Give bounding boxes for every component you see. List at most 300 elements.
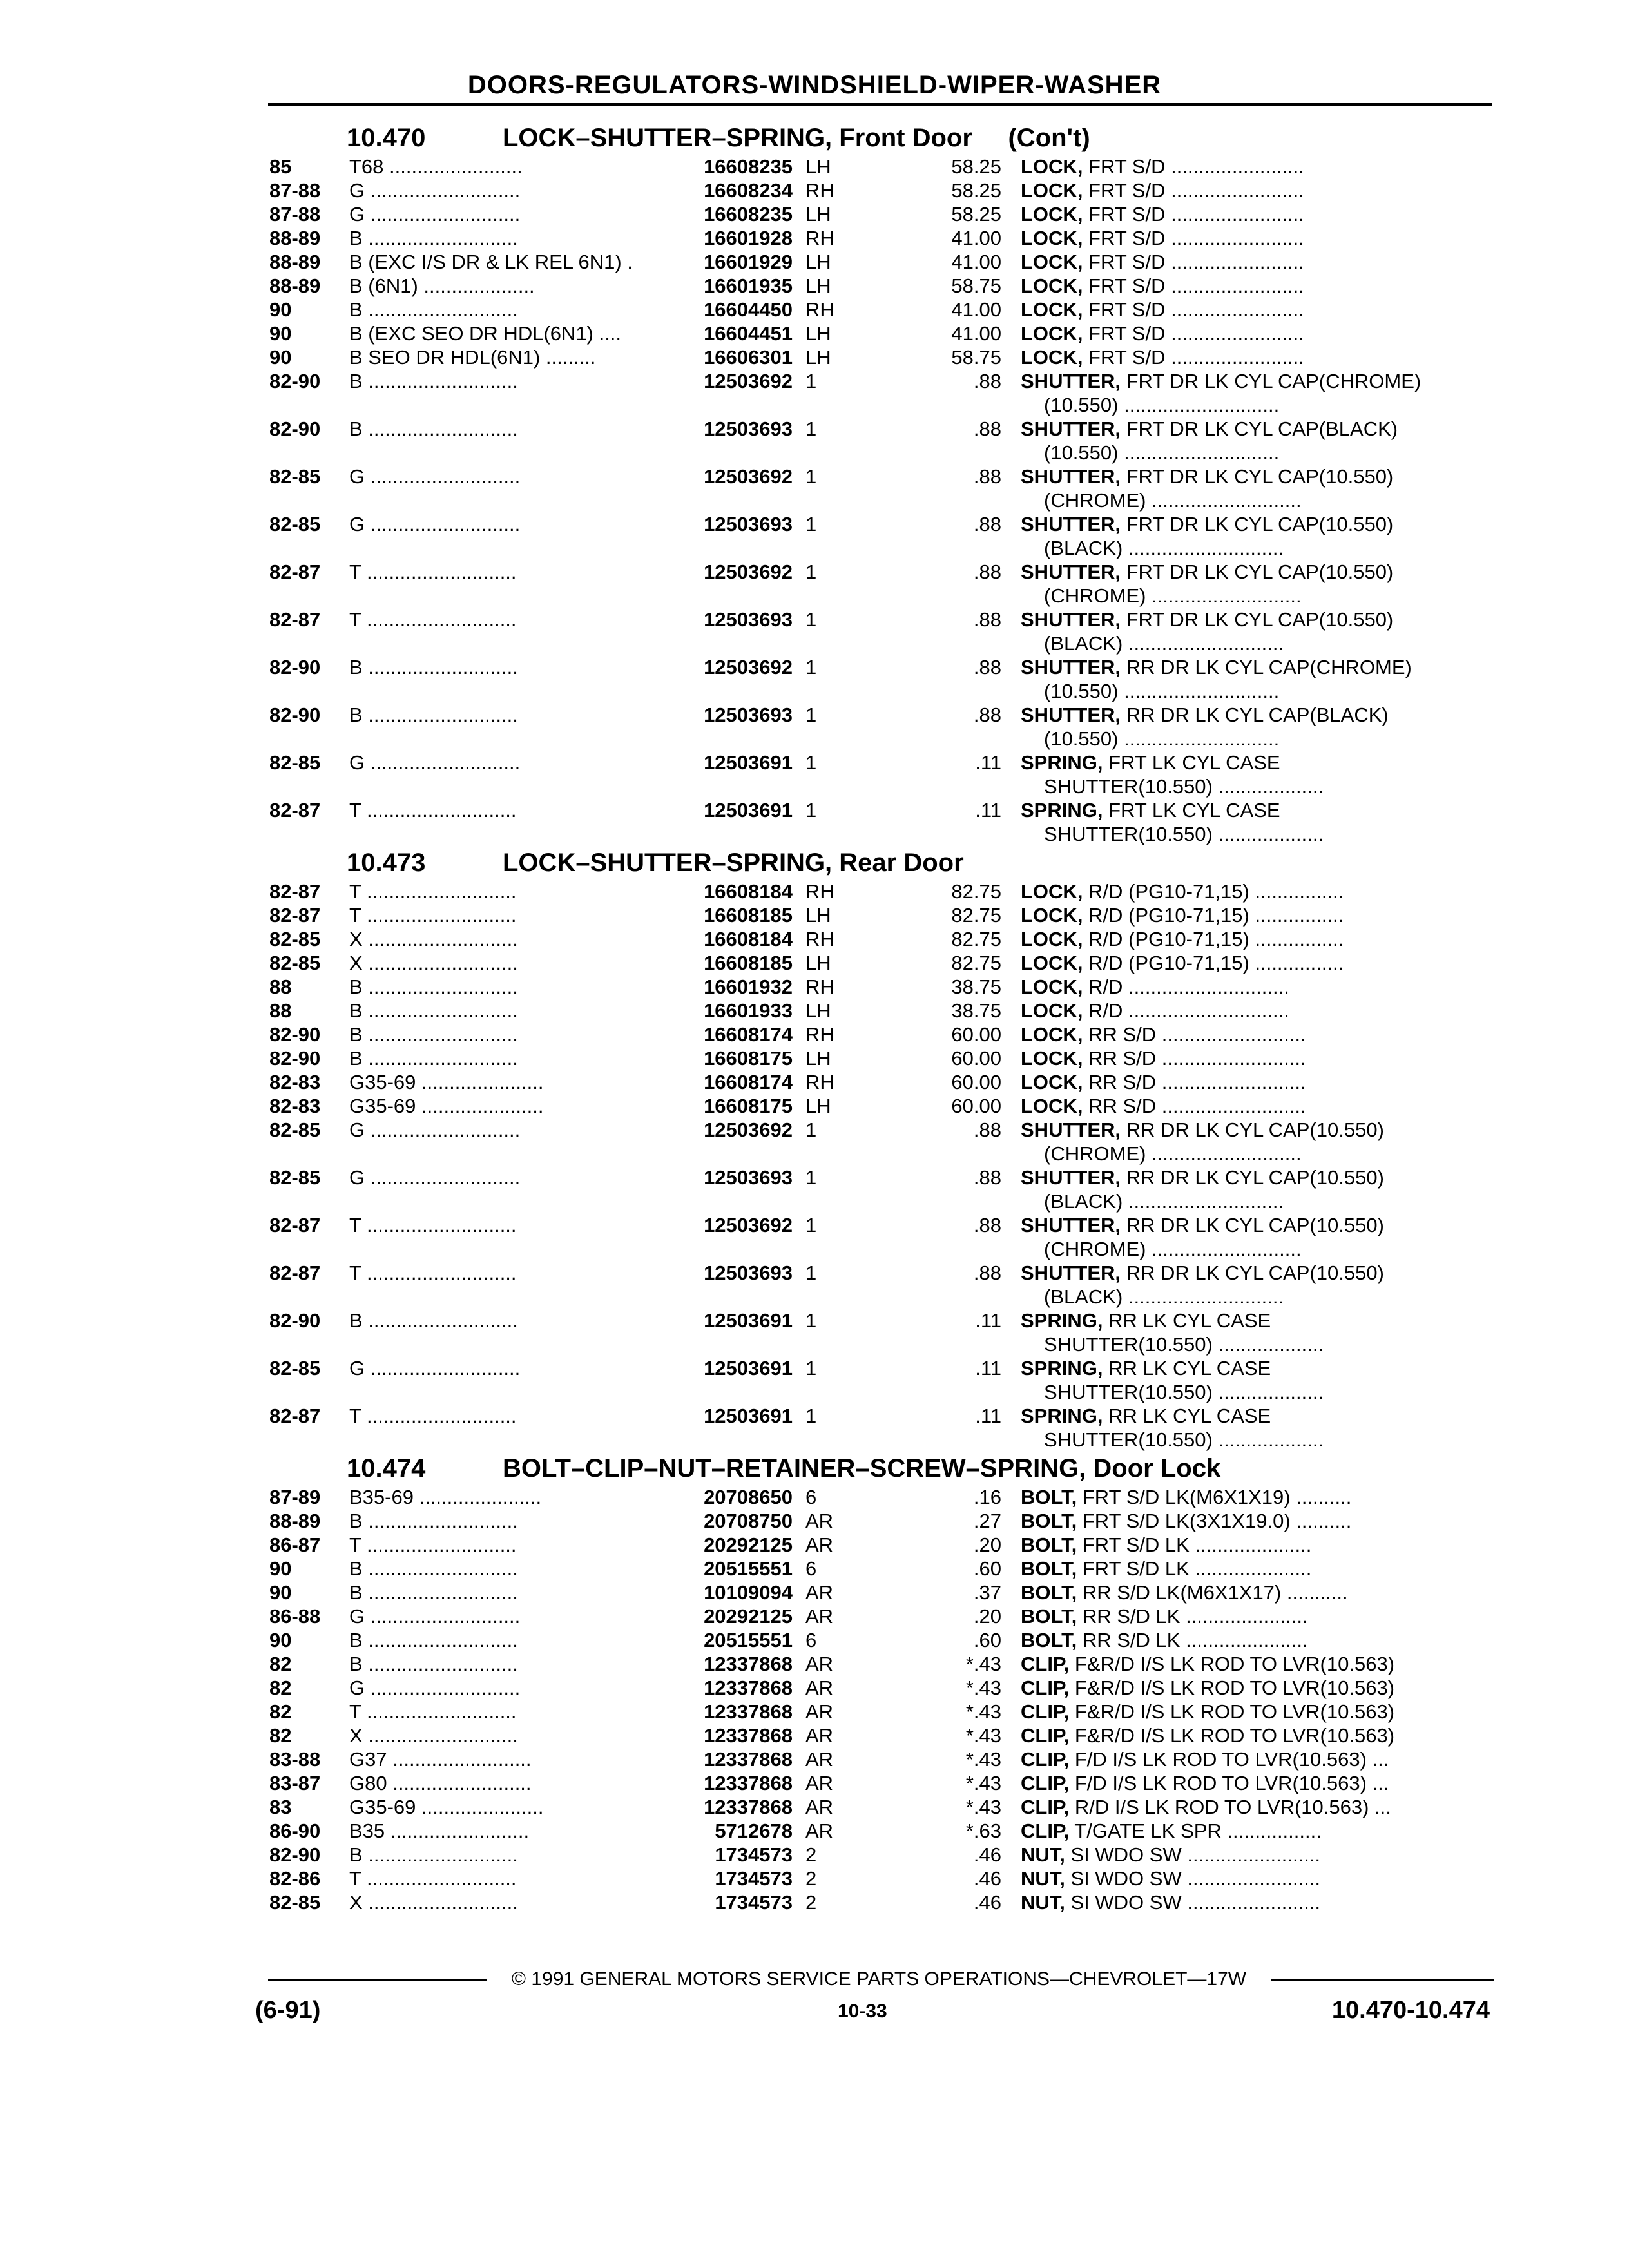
quantity: AR (805, 1605, 834, 1628)
table-row (269, 1581, 1494, 1604)
description-continued: SHUTTER(10.550) ................... (1044, 775, 1324, 798)
description: SHUTTER, FRT DR LK CYL CAP(CHROME) (1021, 370, 1422, 392)
table-row (269, 1604, 1494, 1628)
description: LOCK, R/D ............................. (1021, 999, 1289, 1022)
model-code: B ........................... (349, 656, 518, 678)
quantity: 6 (805, 1557, 817, 1580)
model-code: G ........................... (349, 203, 521, 226)
model-code: B ........................... (349, 975, 518, 998)
model-year: 90 (269, 1557, 292, 1580)
table-row (269, 1557, 1494, 1581)
quantity: LH (805, 251, 831, 273)
description-keyword: LOCK, (1021, 227, 1083, 249)
price: .88 (973, 418, 1001, 440)
model-code: B (6N1) .................... (349, 274, 535, 297)
table-row (269, 1213, 1494, 1261)
price: *.43 (965, 1677, 1001, 1699)
quantity: 1 (805, 1309, 817, 1332)
model-year: 82 (269, 1700, 292, 1723)
part-number: 12503693 (704, 418, 793, 440)
model-year: 82-87 (269, 799, 321, 822)
description-keyword: SHUTTER, (1021, 1166, 1121, 1189)
price: .46 (973, 1891, 1001, 1914)
description: BOLT, FRT S/D LK ..................... (1021, 1557, 1312, 1580)
section-header (269, 846, 1494, 879)
table-row (269, 298, 1494, 322)
model-code: T ........................... (349, 1700, 517, 1723)
price: .11 (975, 751, 1001, 774)
table-row (269, 1747, 1494, 1771)
price: 41.00 (951, 227, 1001, 249)
description-keyword: LOCK, (1021, 179, 1083, 202)
quantity: LH (805, 952, 831, 974)
price: 82.75 (951, 880, 1001, 903)
table-row (269, 1843, 1494, 1867)
table-row (269, 927, 1494, 951)
description-continued: (CHROME) ........................... (1044, 1142, 1302, 1165)
part-number: 12503693 (704, 1166, 793, 1189)
quantity: AR (805, 1533, 834, 1556)
description-continued: (CHROME) ........................... (1044, 584, 1302, 607)
table-row (269, 1509, 1494, 1533)
description: LOCK, FRT S/D ........................ (1021, 322, 1304, 345)
part-number: 16608174 (704, 1023, 793, 1046)
table-row (269, 512, 1494, 560)
description-continued: (10.550) ............................ (1044, 727, 1280, 750)
price: 60.00 (951, 1071, 1001, 1093)
part-number: 12503693 (704, 1262, 793, 1284)
section-title (503, 1452, 1220, 1485)
model-code: B ........................... (349, 418, 518, 440)
part-number: 12337868 (704, 1653, 793, 1675)
description-keyword: CLIP, (1021, 1653, 1070, 1675)
model-code: G37 ......................... (349, 1748, 532, 1771)
quantity: RH (805, 975, 834, 998)
quantity: 1 (805, 465, 817, 488)
description: NUT, SI WDO SW ........................ (1021, 1867, 1321, 1890)
model-year: 82-83 (269, 1095, 321, 1117)
model-year: 87-89 (269, 1486, 321, 1508)
description: LOCK, FRT S/D ........................ (1021, 251, 1304, 273)
part-number: 16604451 (704, 322, 793, 345)
description-keyword: SHUTTER, (1021, 1214, 1121, 1236)
model-code: G35-69 ...................... (349, 1095, 544, 1117)
price: .88 (973, 1166, 1001, 1189)
section-title-main: LOCK–SHUTTER–SPRING, (503, 849, 833, 877)
model-year: 82-90 (269, 418, 321, 440)
price: *.43 (965, 1748, 1001, 1771)
quantity: AR (805, 1724, 834, 1747)
table-row (269, 178, 1494, 202)
price: 82.75 (951, 952, 1001, 974)
description: CLIP, T/GATE LK SPR ................. (1021, 1820, 1322, 1842)
model-code: G35-69 ...................... (349, 1796, 544, 1818)
table-row (269, 1652, 1494, 1676)
description: NUT, SI WDO SW ........................ (1021, 1891, 1321, 1914)
quantity: AR (805, 1796, 834, 1818)
model-code: T68 ........................ (349, 155, 523, 178)
part-number: 12503691 (704, 1357, 793, 1379)
description-keyword: SHUTTER, (1021, 656, 1121, 678)
description: SHUTTER, RR DR LK CYL CAP(10.550) (1021, 1166, 1384, 1189)
description-keyword: LOCK, (1021, 928, 1083, 950)
model-year: 83 (269, 1796, 292, 1818)
description: LOCK, FRT S/D ........................ (1021, 227, 1304, 249)
model-year: 82-90 (269, 370, 321, 392)
table-row (269, 1676, 1494, 1700)
part-number: 12503691 (704, 751, 793, 774)
description: LOCK, RR S/D .......................... (1021, 1047, 1306, 1070)
model-code: B ........................... (349, 370, 518, 392)
price: 38.75 (951, 999, 1001, 1022)
quantity: RH (805, 928, 834, 950)
model-code: X ........................... (349, 1724, 518, 1747)
model-year: 82-90 (269, 656, 321, 678)
quantity: 2 (805, 1843, 817, 1866)
model-code: B ........................... (349, 1581, 518, 1604)
quantity: RH (805, 880, 834, 903)
model-year: 82-85 (269, 928, 321, 950)
page-title: DOORS-REGULATORS-WINDSHIELD-WIPER-WASHER (467, 71, 1162, 99)
model-year: 82-83 (269, 1071, 321, 1093)
model-code: B ........................... (349, 704, 518, 726)
description-continued: SHUTTER(10.550) ................... (1044, 1428, 1324, 1451)
description: SPRING, RR LK CYL CASE (1021, 1357, 1271, 1379)
model-code: B (EXC I/S DR & LK REL 6N1) . (349, 251, 633, 273)
model-code: G ........................... (349, 179, 521, 202)
section-number: 10.474 (347, 1454, 426, 1483)
description-keyword: LOCK, (1021, 975, 1083, 998)
table-row (269, 608, 1494, 655)
price: .88 (973, 1262, 1001, 1284)
quantity: 1 (805, 704, 817, 726)
part-number: 16604450 (704, 298, 793, 321)
price: 82.75 (951, 928, 1001, 950)
table-row (269, 1046, 1494, 1070)
description-keyword: LOCK, (1021, 298, 1083, 321)
price: .11 (975, 1309, 1001, 1332)
description-keyword: CLIP, (1021, 1700, 1070, 1723)
table-row (269, 1023, 1494, 1046)
description-keyword: NUT, (1021, 1867, 1065, 1890)
description: SHUTTER, FRT DR LK CYL CAP(10.550) (1021, 513, 1394, 535)
header-rule (268, 103, 1492, 106)
model-code: T ........................... (349, 1533, 517, 1556)
model-code: B ........................... (349, 1023, 518, 1046)
model-year: 82-85 (269, 1891, 321, 1914)
table-row (269, 345, 1494, 369)
description: LOCK, RR S/D .......................... (1021, 1095, 1306, 1117)
description-continued: (CHROME) ........................... (1044, 489, 1302, 512)
model-code: G80 ......................... (349, 1772, 532, 1794)
part-number: 12503692 (704, 465, 793, 488)
model-year: 82-85 (269, 513, 321, 535)
description: LOCK, FRT S/D ........................ (1021, 298, 1304, 321)
price: .88 (973, 465, 1001, 488)
part-number: 20708750 (704, 1510, 793, 1532)
part-number: 16608184 (704, 928, 793, 950)
table-row (269, 1700, 1494, 1724)
description-continued: (10.550) ............................ (1044, 394, 1280, 416)
quantity: 6 (805, 1629, 817, 1651)
description-keyword: LOCK, (1021, 1071, 1083, 1093)
price: .46 (973, 1843, 1001, 1866)
quantity: RH (805, 1023, 834, 1046)
model-code: G ........................... (349, 1357, 521, 1379)
part-number: 12503692 (704, 1214, 793, 1236)
description: LOCK, R/D ............................. (1021, 975, 1289, 998)
description-keyword: SPRING, (1021, 799, 1103, 822)
copyright-notice: © 1991 GENERAL MOTORS SERVICE PARTS OPERATIONS—CHEVROLET—17W (511, 1968, 1247, 1990)
footer-rule-left (268, 1979, 487, 1981)
model-code: B35 ......................... (349, 1820, 530, 1842)
quantity: RH (805, 1071, 834, 1093)
quantity: 1 (805, 1405, 817, 1427)
section-number: 10.470 (347, 124, 426, 152)
quantity: 1 (805, 751, 817, 774)
description: LOCK, RR S/D .......................... (1021, 1071, 1306, 1093)
model-year: 82-87 (269, 880, 321, 903)
description-keyword: LOCK, (1021, 155, 1083, 178)
quantity: LH (805, 999, 831, 1022)
section-number: 10.473 (347, 849, 426, 877)
part-number: 20708650 (704, 1486, 793, 1508)
description-keyword: SHUTTER, (1021, 370, 1121, 392)
quantity: 1 (805, 656, 817, 678)
price: 82.75 (951, 904, 1001, 927)
description: LOCK, R/D (PG10-71,15) ................ (1021, 928, 1344, 950)
description: SHUTTER, RR DR LK CYL CAP(BLACK) (1021, 704, 1389, 726)
price: 38.75 (951, 975, 1001, 998)
description-keyword: NUT, (1021, 1891, 1065, 1914)
table-row (269, 1094, 1494, 1118)
model-code: B ........................... (349, 298, 518, 321)
price: .88 (973, 1119, 1001, 1141)
model-year: 83-88 (269, 1748, 321, 1771)
model-year: 82 (269, 1677, 292, 1699)
model-year: 82-87 (269, 561, 321, 583)
quantity: 1 (805, 799, 817, 822)
model-year: 88-89 (269, 274, 321, 297)
part-number: 16601929 (704, 251, 793, 273)
quantity: AR (805, 1772, 834, 1794)
part-number: 16608174 (704, 1071, 793, 1093)
quantity: LH (805, 904, 831, 927)
price: .16 (973, 1486, 1001, 1508)
price: .60 (973, 1557, 1001, 1580)
table-row (269, 1309, 1494, 1356)
table-row (269, 1628, 1494, 1652)
description-keyword: SHUTTER, (1021, 513, 1121, 535)
model-code: B ........................... (349, 1309, 518, 1332)
quantity: AR (805, 1677, 834, 1699)
model-code: G ........................... (349, 1166, 521, 1189)
model-year: 82-87 (269, 1262, 321, 1284)
description: LOCK, R/D (PG10-71,15) ................ (1021, 952, 1344, 974)
quantity: 1 (805, 608, 817, 631)
table-row (269, 465, 1494, 512)
model-code: G ........................... (349, 513, 521, 535)
part-number: 12503691 (704, 1309, 793, 1332)
description-keyword: LOCK, (1021, 880, 1083, 903)
price: 60.00 (951, 1047, 1001, 1070)
part-number: 1734573 (715, 1867, 793, 1890)
model-code: T ........................... (349, 1405, 517, 1427)
model-year: 90 (269, 1629, 292, 1651)
model-year: 90 (269, 298, 292, 321)
quantity: AR (805, 1820, 834, 1842)
model-year: 82-85 (269, 1166, 321, 1189)
description-keyword: SHUTTER, (1021, 418, 1121, 440)
description-keyword: SPRING, (1021, 1309, 1103, 1332)
description-continued: (BLACK) ............................ (1044, 1285, 1284, 1308)
model-year: 82 (269, 1653, 292, 1675)
quantity: LH (805, 155, 831, 178)
model-code: B ........................... (349, 227, 518, 249)
footer-date-code: (6-91) (255, 1997, 321, 2024)
description: SHUTTER, RR DR LK CYL CAP(10.550) (1021, 1262, 1384, 1284)
quantity: 1 (805, 561, 817, 583)
price: .88 (973, 704, 1001, 726)
description-keyword: SHUTTER, (1021, 1119, 1121, 1141)
model-code: G ........................... (349, 1605, 521, 1628)
description-keyword: BOLT, (1021, 1533, 1077, 1556)
description: SHUTTER, RR DR LK CYL CAP(CHROME) (1021, 656, 1412, 678)
price: .11 (975, 799, 1001, 822)
section-title-main: LOCK–SHUTTER–SPRING, (503, 124, 833, 152)
part-number: 12503693 (704, 608, 793, 631)
description: CLIP, F&R/D I/S LK ROD TO LVR(10.563) (1021, 1700, 1395, 1723)
price: .11 (975, 1405, 1001, 1427)
table-row (269, 202, 1494, 226)
description-keyword: BOLT, (1021, 1486, 1077, 1508)
description-keyword: SHUTTER, (1021, 608, 1121, 631)
price: .11 (975, 1357, 1001, 1379)
part-number: 16608235 (704, 203, 793, 226)
price: 58.25 (951, 155, 1001, 178)
quantity: AR (805, 1748, 834, 1771)
model-code: X ........................... (349, 928, 518, 950)
part-number: 20515551 (704, 1557, 793, 1580)
model-year: 82-90 (269, 704, 321, 726)
description: BOLT, RR S/D LK(M6X1X17) ........... (1021, 1581, 1348, 1604)
description-continued: (10.550) ............................ (1044, 441, 1280, 464)
table-row (269, 879, 1494, 903)
model-year: 88-89 (269, 227, 321, 249)
quantity: 1 (805, 1214, 817, 1236)
description-keyword: SHUTTER, (1021, 465, 1121, 488)
model-year: 82-90 (269, 1309, 321, 1332)
model-year: 86-90 (269, 1820, 321, 1842)
section-title-main: BOLT–CLIP–NUT–RETAINER–SCREW–SPRING, (503, 1454, 1086, 1483)
price: .88 (973, 1214, 1001, 1236)
quantity: LH (805, 346, 831, 369)
table-row (269, 369, 1494, 417)
table-row (269, 1771, 1494, 1795)
part-number: 12337868 (704, 1796, 793, 1818)
description: SHUTTER, RR DR LK CYL CAP(10.550) (1021, 1119, 1384, 1141)
description: CLIP, F&R/D I/S LK ROD TO LVR(10.563) (1021, 1677, 1395, 1699)
model-code: T ........................... (349, 799, 517, 822)
part-number: 12503692 (704, 370, 793, 392)
description-continued: (CHROME) ........................... (1044, 1238, 1302, 1260)
price: *.63 (965, 1820, 1001, 1842)
model-year: 88 (269, 975, 292, 998)
price: .20 (973, 1533, 1001, 1556)
model-code: T ........................... (349, 880, 517, 903)
model-code: G ........................... (349, 1119, 521, 1141)
description: CLIP, R/D I/S LK ROD TO LVR(10.563) ... (1021, 1796, 1391, 1818)
description-keyword: LOCK, (1021, 251, 1083, 273)
table-row (269, 1070, 1494, 1094)
part-number: 16608185 (704, 952, 793, 974)
model-code: B ........................... (349, 1629, 518, 1651)
quantity: AR (805, 1510, 834, 1532)
description-keyword: SPRING, (1021, 1405, 1103, 1427)
description: LOCK, FRT S/D ........................ (1021, 346, 1304, 369)
price: .60 (973, 1629, 1001, 1651)
description-continued: (BLACK) ............................ (1044, 537, 1284, 559)
model-code: X ........................... (349, 952, 518, 974)
model-year: 82-90 (269, 1047, 321, 1070)
model-code: T ........................... (349, 1262, 517, 1284)
description: CLIP, F&R/D I/S LK ROD TO LVR(10.563) (1021, 1724, 1395, 1747)
price: .88 (973, 561, 1001, 583)
price: *.43 (965, 1700, 1001, 1723)
description: LOCK, FRT S/D ........................ (1021, 179, 1304, 202)
description: SPRING, FRT LK CYL CASE (1021, 751, 1280, 774)
table-row (269, 322, 1494, 345)
model-code: T ........................... (349, 904, 517, 927)
model-code: G ........................... (349, 751, 521, 774)
model-year: 82-86 (269, 1867, 321, 1890)
price: .46 (973, 1867, 1001, 1890)
description-keyword: LOCK, (1021, 322, 1083, 345)
part-number: 12503693 (704, 513, 793, 535)
part-number: 16601928 (704, 227, 793, 249)
table-row (269, 155, 1494, 178)
table-row (269, 274, 1494, 298)
part-number: 16608175 (704, 1095, 793, 1117)
description: LOCK, FRT S/D ........................ (1021, 274, 1304, 297)
description: LOCK, R/D (PG10-71,15) ................ (1021, 904, 1344, 927)
description: SHUTTER, FRT DR LK CYL CAP(10.550) (1021, 561, 1394, 583)
description-keyword: CLIP, (1021, 1772, 1070, 1794)
model-code: G ........................... (349, 1677, 521, 1699)
table-row (269, 417, 1494, 465)
model-code: B SEO DR HDL(6N1) ......... (349, 346, 596, 369)
model-code: T ........................... (349, 1867, 517, 1890)
model-year: 87-88 (269, 203, 321, 226)
table-row (269, 1890, 1494, 1914)
quantity: 1 (805, 418, 817, 440)
table-row (269, 1261, 1494, 1309)
price: *.43 (965, 1653, 1001, 1675)
section-header (269, 1452, 1494, 1485)
part-number: 12503693 (704, 704, 793, 726)
quantity: 1 (805, 1119, 817, 1141)
model-year: 82-85 (269, 751, 321, 774)
quantity: LH (805, 203, 831, 226)
model-code: B ........................... (349, 1510, 518, 1532)
description: BOLT, RR S/D LK ...................... (1021, 1629, 1308, 1651)
price: 58.75 (951, 274, 1001, 297)
model-code: B35-69 ...................... (349, 1486, 542, 1508)
price: 58.25 (951, 179, 1001, 202)
table-row (269, 1118, 1494, 1166)
description-keyword: LOCK, (1021, 1047, 1083, 1070)
part-number: 16608235 (704, 155, 793, 178)
